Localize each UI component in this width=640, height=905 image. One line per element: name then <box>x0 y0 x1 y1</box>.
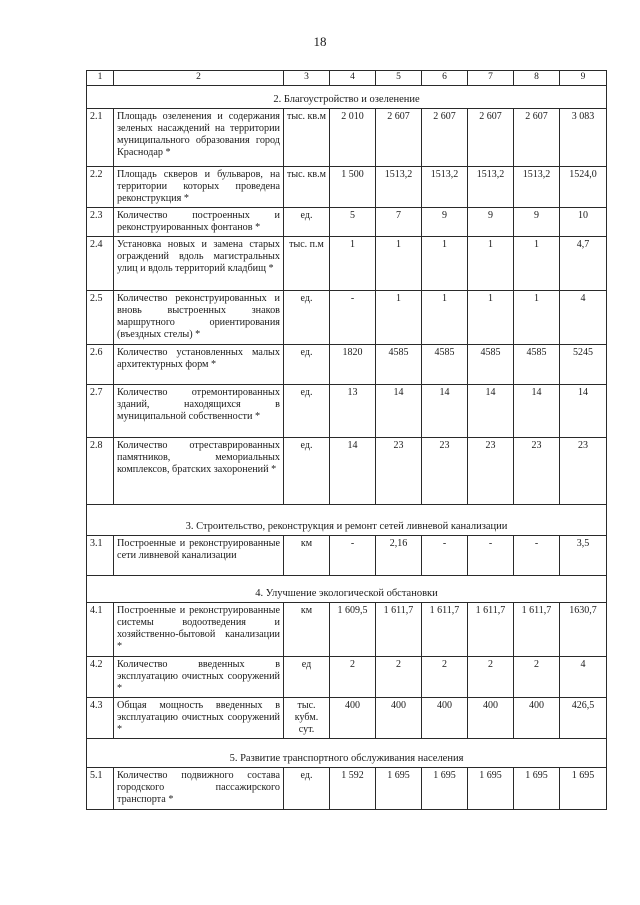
unit-of-measure: тыс. кв.м <box>284 109 330 167</box>
indicator-value: 1524,0 <box>560 167 607 208</box>
indicator-value: 1 695 <box>422 768 468 810</box>
indicator-value: 14 <box>422 385 468 438</box>
indicator-value: 1 611,7 <box>422 603 468 657</box>
indicator-value: 426,5 <box>560 698 607 739</box>
indicator-value: 1 695 <box>560 768 607 810</box>
indicator-value: 4,7 <box>560 237 607 291</box>
indicator-value: 400 <box>330 698 376 739</box>
section-row <box>87 505 607 536</box>
row-number: 3.1 <box>87 536 114 576</box>
indicator-value: 1 592 <box>330 768 376 810</box>
column-header: 3 <box>284 71 330 86</box>
column-header: 7 <box>468 71 514 86</box>
indicator-value: 1630,7 <box>560 603 607 657</box>
indicator-name: Количество отремонтированных зданий, находящихся в муниципальной собственности * <box>114 385 284 438</box>
indicator-value: - <box>468 536 514 576</box>
indicator-value: - <box>330 291 376 345</box>
unit-of-measure: км <box>284 603 330 657</box>
indicator-name: Построенные и реконструированные системы водоотведения и хозяйственно-бытовой канализации * <box>114 603 284 657</box>
row-number: 2.3 <box>87 208 114 237</box>
indicator-value: 9 <box>468 208 514 237</box>
indicator-value: 1 <box>468 291 514 345</box>
indicator-value: 1 <box>422 291 468 345</box>
indicator-value: 1 611,7 <box>376 603 422 657</box>
unit-of-measure: ед <box>284 657 330 698</box>
row-number: 4.3 <box>87 698 114 739</box>
row-number: 2.6 <box>87 345 114 385</box>
indicator-value: 9 <box>514 208 560 237</box>
indicator-value: 400 <box>422 698 468 739</box>
indicator-value: 23 <box>376 438 422 505</box>
table-row <box>87 208 607 237</box>
indicator-value: 400 <box>468 698 514 739</box>
section-title: 2. Благоустройство и озеленение <box>87 86 607 109</box>
indicator-value: 2,16 <box>376 536 422 576</box>
section-title: 5. Развитие транспортного обслуживания населения <box>87 739 607 768</box>
table-body <box>87 71 607 810</box>
column-header-row <box>87 71 607 86</box>
indicator-value: 9 <box>422 208 468 237</box>
row-number: 2.7 <box>87 385 114 438</box>
indicator-value: 1 695 <box>514 768 560 810</box>
unit-of-measure: тыс. кв.м <box>284 167 330 208</box>
indicator-value: 23 <box>422 438 468 505</box>
indicator-value: 14 <box>468 385 514 438</box>
indicator-name: Построенные и реконструированные сети ливневой канализации <box>114 536 284 576</box>
table-row <box>87 698 607 739</box>
unit-of-measure: ед. <box>284 291 330 345</box>
table-row <box>87 167 607 208</box>
indicator-name: Количество построенных и реконструированных фонтанов * <box>114 208 284 237</box>
unit-of-measure: тыс. п.м <box>284 237 330 291</box>
table-row <box>87 345 607 385</box>
indicator-value: 1 <box>468 237 514 291</box>
row-number: 2.2 <box>87 167 114 208</box>
indicator-value: 1513,2 <box>468 167 514 208</box>
indicator-value: 2 607 <box>422 109 468 167</box>
row-number: 2.5 <box>87 291 114 345</box>
indicator-value: 3 083 <box>560 109 607 167</box>
table-row <box>87 438 607 505</box>
indicator-value: 3,5 <box>560 536 607 576</box>
page-number: 18 <box>313 34 327 49</box>
indicator-value: 1 500 <box>330 167 376 208</box>
indicator-value: 1513,2 <box>514 167 560 208</box>
table-row <box>87 536 607 576</box>
column-header: 2 <box>114 71 284 86</box>
section-title: 3. Строительство, реконструкция и ремонт сетей ливневой канализации <box>87 505 607 536</box>
column-header: 4 <box>330 71 376 86</box>
row-number: 2.4 <box>87 237 114 291</box>
column-header: 9 <box>560 71 607 86</box>
indicator-value: 1820 <box>330 345 376 385</box>
column-header: 1 <box>87 71 114 86</box>
section-row <box>87 739 607 768</box>
table-row <box>87 291 607 345</box>
indicator-value: 4585 <box>422 345 468 385</box>
indicator-value: 1 <box>376 237 422 291</box>
indicator-value: 1 <box>330 237 376 291</box>
indicator-value: 400 <box>376 698 422 739</box>
indicator-value: 2 <box>514 657 560 698</box>
row-number: 4.1 <box>87 603 114 657</box>
indicator-value: - <box>514 536 560 576</box>
unit-of-measure: ед. <box>284 768 330 810</box>
indicator-value: 23 <box>514 438 560 505</box>
table-row <box>87 768 607 810</box>
table-row <box>87 603 607 657</box>
indicator-value: 1 <box>514 291 560 345</box>
indicator-value: 5 <box>330 208 376 237</box>
indicator-value: 2 607 <box>514 109 560 167</box>
indicator-value: 2 010 <box>330 109 376 167</box>
indicator-value: 1 611,7 <box>468 603 514 657</box>
indicator-value: 2 <box>376 657 422 698</box>
column-header: 8 <box>514 71 560 86</box>
unit-of-measure: тыс. кубм. сут. <box>284 698 330 739</box>
indicator-value: 4585 <box>468 345 514 385</box>
indicator-value: 4585 <box>514 345 560 385</box>
section-title: 4. Улучшение экологической обстановки <box>87 576 607 603</box>
row-number: 5.1 <box>87 768 114 810</box>
indicator-value: 13 <box>330 385 376 438</box>
indicator-value: 14 <box>514 385 560 438</box>
table-row <box>87 385 607 438</box>
row-number: 2.8 <box>87 438 114 505</box>
row-number: 4.2 <box>87 657 114 698</box>
indicator-value: 14 <box>330 438 376 505</box>
indicator-name: Установка новых и замена старых ограждений вдоль магистральных улиц и вдоль территорий кладбищ * <box>114 237 284 291</box>
indicator-name: Количество введенных в эксплуатацию очистных сооружений * <box>114 657 284 698</box>
unit-of-measure: ед. <box>284 345 330 385</box>
indicator-value: 23 <box>468 438 514 505</box>
indicator-value: 1 695 <box>376 768 422 810</box>
section-row <box>87 576 607 603</box>
indicator-value: 14 <box>560 385 607 438</box>
indicator-value: 1 695 <box>468 768 514 810</box>
indicator-value: 2 607 <box>468 109 514 167</box>
indicator-name: Площадь скверов и бульваров, на территории которых проведена реконструкция * <box>114 167 284 208</box>
indicators-table <box>86 70 607 810</box>
column-header: 5 <box>376 71 422 86</box>
indicator-value: 4 <box>560 291 607 345</box>
indicator-value: 1 <box>514 237 560 291</box>
indicator-name: Количество реконструированных и вновь выстроенных знаков маршрутного ориентирования (въездных стелы) * <box>114 291 284 345</box>
indicator-value: 10 <box>560 208 607 237</box>
indicator-name: Количество установленных малых архитектурных форм * <box>114 345 284 385</box>
unit-of-measure: ед. <box>284 208 330 237</box>
indicator-value: 14 <box>376 385 422 438</box>
indicator-value: 2 <box>330 657 376 698</box>
indicator-value: 23 <box>560 438 607 505</box>
indicator-name: Площадь озеленения и содержания зеленых насаждений на территории муниципального образования город Краснодар * <box>114 109 284 167</box>
table-row <box>87 657 607 698</box>
indicator-name: Количество подвижного состава городского пассажирского транспорта * <box>114 768 284 810</box>
indicator-value: 1 <box>422 237 468 291</box>
table-row <box>87 237 607 291</box>
indicator-value: 7 <box>376 208 422 237</box>
indicator-value: 1 609,5 <box>330 603 376 657</box>
column-header: 6 <box>422 71 468 86</box>
indicator-value: 4 <box>560 657 607 698</box>
indicator-value: 2 <box>422 657 468 698</box>
unit-of-measure: км <box>284 536 330 576</box>
indicator-value: 1 611,7 <box>514 603 560 657</box>
indicator-value: 2 <box>468 657 514 698</box>
indicator-value: - <box>330 536 376 576</box>
table-row <box>87 109 607 167</box>
indicator-value: 4585 <box>376 345 422 385</box>
indicator-value: 2 607 <box>376 109 422 167</box>
indicator-value: 1513,2 <box>376 167 422 208</box>
indicator-name: Количество отреставрированных памятников, мемориальных комплексов, братских захоронений * <box>114 438 284 505</box>
indicator-value: 400 <box>514 698 560 739</box>
indicator-value: 5245 <box>560 345 607 385</box>
row-number: 2.1 <box>87 109 114 167</box>
indicator-value: 1 <box>376 291 422 345</box>
indicator-value: 1513,2 <box>422 167 468 208</box>
unit-of-measure: ед. <box>284 438 330 505</box>
indicator-name: Общая мощность введенных в эксплуатацию очистных сооружений * <box>114 698 284 739</box>
section-row <box>87 86 607 109</box>
unit-of-measure: ед. <box>284 385 330 438</box>
indicator-value: - <box>422 536 468 576</box>
